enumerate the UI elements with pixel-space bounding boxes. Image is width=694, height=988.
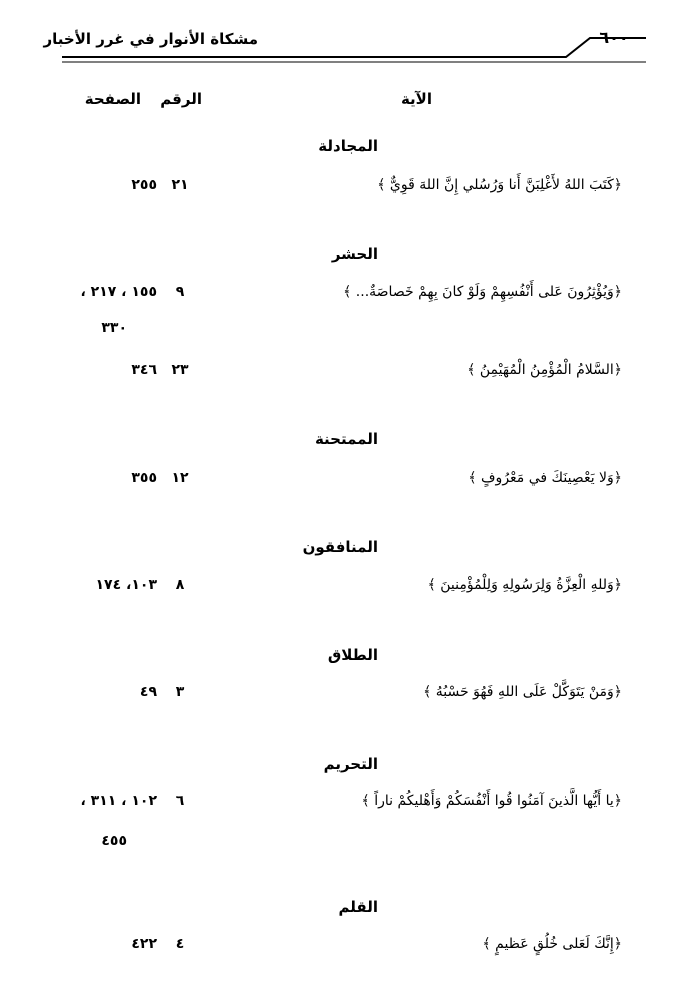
verse-text: ﴿كَتَبَ اللهُ لأَغْلِبَنَّ أَنا وَرُسُلي إِنَّ اللهَ قَوِيٌّ ﴾ xyxy=(377,177,622,193)
surah-heading: الطلاق xyxy=(327,646,378,664)
surah-heading: الحشر xyxy=(331,245,378,263)
verse-number: ٢٣ xyxy=(171,362,189,378)
page-references: ١٠٣، ١٧٤ xyxy=(95,577,157,593)
verse-text: ﴿وَمَنْ يَتَوَكَّلْ عَلَى اللهِ فَهُوَ حَسْبُهُ ﴾ xyxy=(423,684,622,700)
verse-number: ٢١ xyxy=(171,177,189,193)
verse-text: ﴿السَّلامُ الْمُؤْمِنُ الْمُهَيْمِنُ ﴾ xyxy=(467,362,622,378)
verse-number: ٩ xyxy=(175,284,185,300)
page-number: ٦٠٠ xyxy=(599,28,629,47)
page-references-continued: ٤٥٥ xyxy=(101,833,127,849)
page-references: ٢٥٥ xyxy=(131,177,157,193)
verse-number: ٤ xyxy=(175,936,185,952)
surah-heading: التحريم xyxy=(323,755,378,773)
column-header-ayah: الآية xyxy=(400,90,432,108)
page-references-continued: ٣٣٠ xyxy=(101,320,127,336)
verse-text: ﴿وَللهِ الْعِزَّةُ وَلِرَسُولِهِ وَلِلْمُؤْمِنينَ ﴾ xyxy=(427,577,622,593)
verse-text: ﴿وَلا يَعْصِينَكَ في مَعْرُوفٍ ﴾ xyxy=(468,470,622,486)
verse-number: ١٢ xyxy=(171,470,189,486)
column-header-number: الرقم xyxy=(160,90,202,108)
surah-heading: المجادلة xyxy=(318,137,378,155)
verse-text: ﴿يا أَيُّها الَّذينَ آمَنُوا قُوا أَنْفُسَكُمْ وَأَهْليكُمْ ناراً ﴾ xyxy=(361,793,622,809)
verse-number: ٣ xyxy=(175,684,185,700)
header-rule xyxy=(0,0,694,70)
page-header xyxy=(0,0,694,70)
verse-number: ٦ xyxy=(175,793,185,809)
page-references: ٣٥٥ xyxy=(131,470,157,486)
book-title: مشكاة الأنوار في غرر الأخبار xyxy=(43,30,258,48)
page-references: ٤٩ xyxy=(139,684,157,700)
page-references: ١٥٥ ، ٢١٧ ، xyxy=(80,284,157,300)
page-references: ١٠٢ ، ٣١١ ، xyxy=(80,793,157,809)
surah-heading: الممتحنة xyxy=(314,430,378,448)
surah-heading: المنافقون xyxy=(302,538,378,556)
surah-heading: القلم xyxy=(338,898,378,916)
verse-text: ﴿إِنَّكَ لَعَلى خُلُقٍ عَظيمٍ ﴾ xyxy=(482,936,622,952)
verse-text: ﴿وَيُؤْثِرُونَ عَلى أَنْفُسِهِمْ وَلَوْ كانَ بِهِمْ خَصاصَةٌ... ﴾ xyxy=(343,284,622,300)
page-references: ٤٢٢ xyxy=(131,936,157,952)
column-header-page: الصفحة xyxy=(84,90,141,108)
page-references: ٣٤٦ xyxy=(131,362,157,378)
verse-number: ٨ xyxy=(175,577,185,593)
